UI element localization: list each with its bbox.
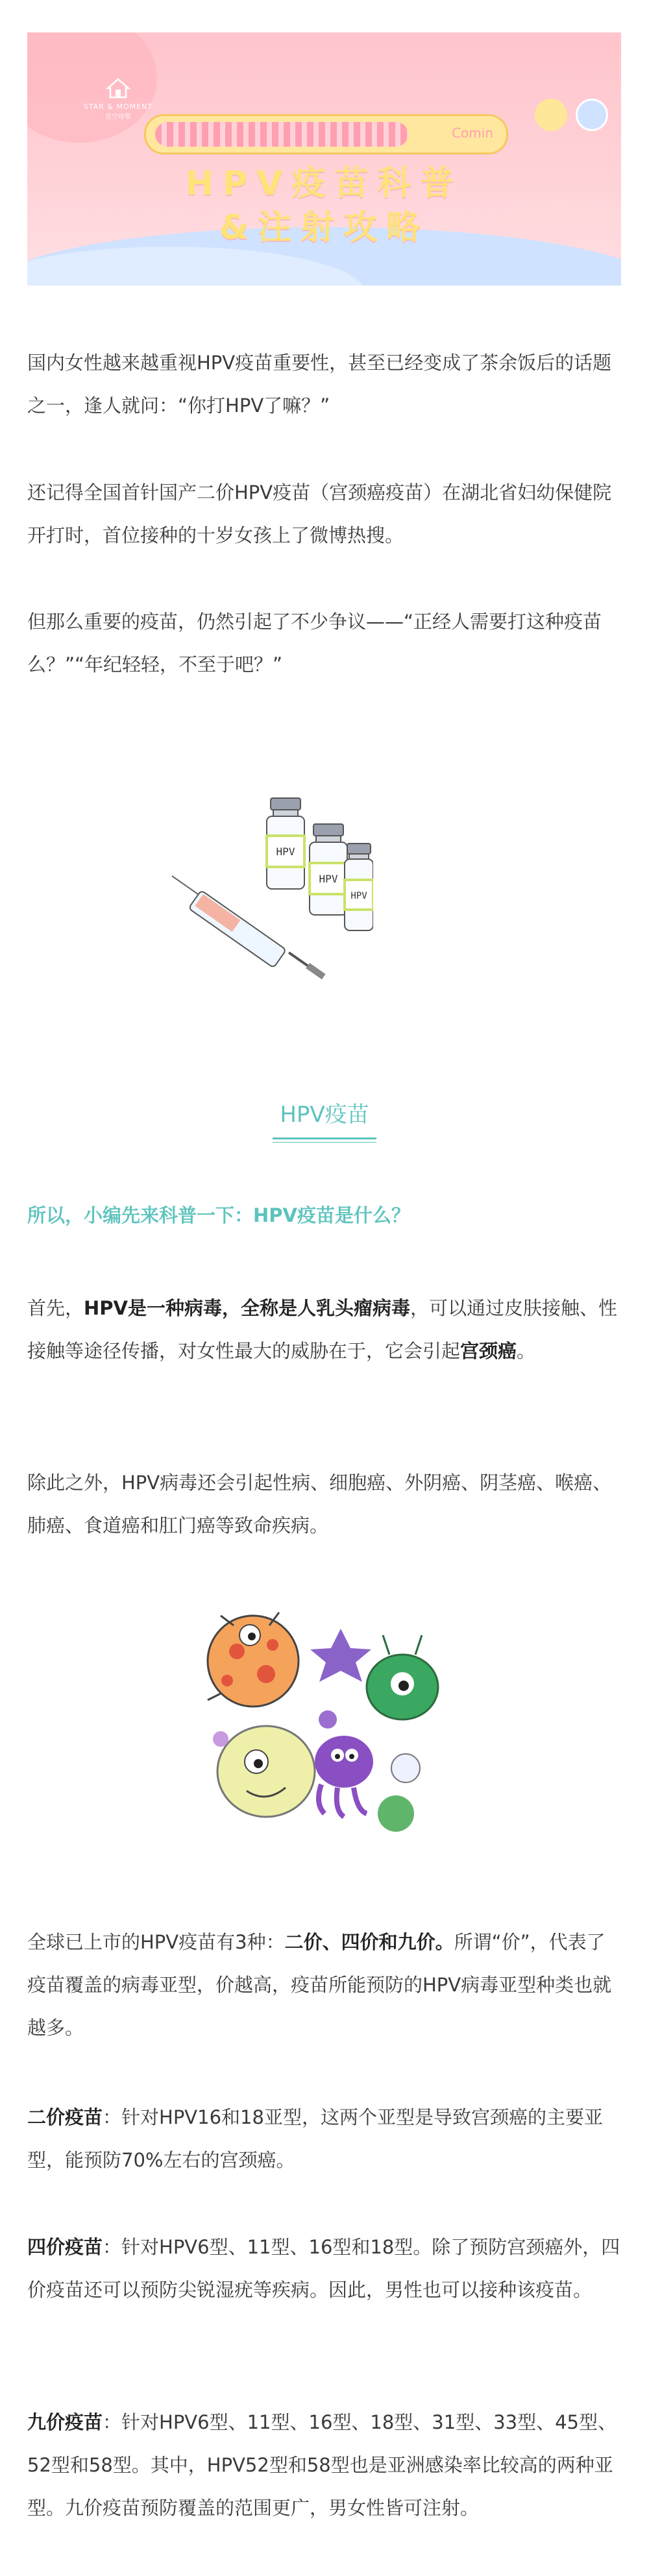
small-blue-virus-icon bbox=[391, 1754, 420, 1782]
blue-dot bbox=[576, 99, 608, 131]
text-run: 全球已上市的HPV疫苗有3种： bbox=[27, 1931, 285, 1953]
vial-icon bbox=[310, 824, 347, 915]
loading-bar-fill bbox=[155, 122, 408, 147]
vial-label: HPV bbox=[350, 891, 367, 901]
vial-label: HPV bbox=[276, 845, 295, 858]
text-run: ：针对HPV16和18亚型，这两个亚型是导致宫颈癌的主要亚型，能预防70%左右的宫颈癌。 bbox=[27, 2106, 603, 2171]
bold-text: 九价疫苗 bbox=[27, 2411, 103, 2433]
vial-label: HPV bbox=[319, 873, 338, 885]
text-run: 首先， bbox=[27, 1297, 84, 1319]
small-dot-icon bbox=[213, 1731, 228, 1747]
intro-paragraph: 但那么重要的疫苗，仍然引起了不少争议——“正经人需要打这种疫苗么？”“年纪轻轻，不至于吧？” bbox=[27, 611, 602, 675]
green-virus-icon bbox=[367, 1635, 438, 1719]
purple-star-icon bbox=[310, 1629, 371, 1682]
orange-virus-icon bbox=[208, 1612, 299, 1707]
virus-cartoon-illustration bbox=[182, 1590, 467, 1849]
banner-title: HPV疫苗科普 bbox=[185, 164, 463, 203]
small-dot-icon bbox=[319, 1710, 337, 1729]
body-paragraph bbox=[27, 1287, 621, 1372]
loading-bar-label: Comin bbox=[452, 125, 493, 141]
bold-text: HPV是一种病毒，全称是人乳头瘤病毒 bbox=[84, 1297, 410, 1319]
section-heading bbox=[0, 1097, 649, 1143]
section-question: 所以，小编先来科普一下：HPV疫苗是什么？ bbox=[27, 1204, 410, 1226]
header-banner bbox=[27, 32, 621, 286]
small-green-virus-icon bbox=[378, 1795, 414, 1832]
loading-bar bbox=[144, 114, 508, 154]
bold-text: 四价疫苗 bbox=[27, 2236, 103, 2258]
text-run: ：针对HPV6型、11型、16型、18型、31型、33型、45型、52型和58型。其中，HPV52型和58型也是亚洲感染率比较高的两种亚型。九价疫苗预防覆盖的范围更广，男女性皆可注射。 bbox=[27, 2411, 617, 2519]
text-run: ：针对HPV6型、11型、16型和18型。除了预防宫颈癌外，四价疫苗还可以预防尖锐湿疣等疾病。因此，男性也可以接种该疫苗。 bbox=[27, 2236, 620, 2301]
yellow-virus-icon bbox=[217, 1726, 315, 1817]
vial-icon bbox=[345, 844, 373, 930]
body-paragraph bbox=[27, 2096, 621, 2181]
bold-text: 二价疫苗 bbox=[27, 2106, 103, 2128]
section-underline bbox=[273, 1142, 376, 1143]
vial-icon bbox=[267, 798, 304, 889]
text-run: 。 bbox=[517, 1340, 536, 1362]
body-paragraph bbox=[27, 2226, 621, 2311]
bold-text: 二价、四价和九价。 bbox=[284, 1931, 454, 1953]
intro-paragraph: 还记得全国首针国产二价HPV疫苗（宫颈癌疫苗）在湖北省妇幼保健院开打时，首位接种的十岁女孩上了微博热搜。 bbox=[27, 481, 612, 546]
house-logo-icon bbox=[105, 78, 131, 100]
bold-text: 宫颈癌 bbox=[460, 1340, 517, 1362]
section-underline bbox=[273, 1137, 376, 1139]
logo-text-en: STAR & MOMENT bbox=[83, 103, 153, 111]
vaccine-vials-illustration bbox=[165, 779, 373, 1012]
body-paragraph bbox=[27, 1921, 621, 2049]
intro-paragraph: 国内女性越来越重视HPV疫苗重要性，甚至已经变成了茶余饭后的话题之一，逢人就问：“你打HPV了嘛？” bbox=[27, 352, 612, 417]
yellow-dot bbox=[535, 99, 567, 131]
section-title: HPV疫苗 bbox=[280, 1102, 369, 1128]
purple-octopus-icon bbox=[315, 1736, 373, 1817]
body-paragraph bbox=[27, 2401, 621, 2529]
logo-text-cn: 星空母婴 bbox=[105, 114, 131, 121]
text-run: 所谓“价”，代表了疫苗覆盖的病毒亚型，价越高，疫苗所能预防的HPV病毒亚型种类也就越多。 bbox=[27, 1931, 612, 2039]
body-paragraph: 除此之外，HPV病毒还会引起性病、细胞癌、外阴癌、阴茎癌、喉癌、肺癌、食道癌和肛门癌等致命疾病。 bbox=[27, 1472, 612, 1537]
brand-logo bbox=[73, 78, 164, 123]
banner-subtitle: &注射攻略 bbox=[219, 208, 430, 247]
syringe-icon bbox=[172, 876, 326, 979]
text-run: ，可以通过皮肤接触、性接触等途径传播，对女性最大的威胁在于，它会引起 bbox=[27, 1297, 618, 1362]
